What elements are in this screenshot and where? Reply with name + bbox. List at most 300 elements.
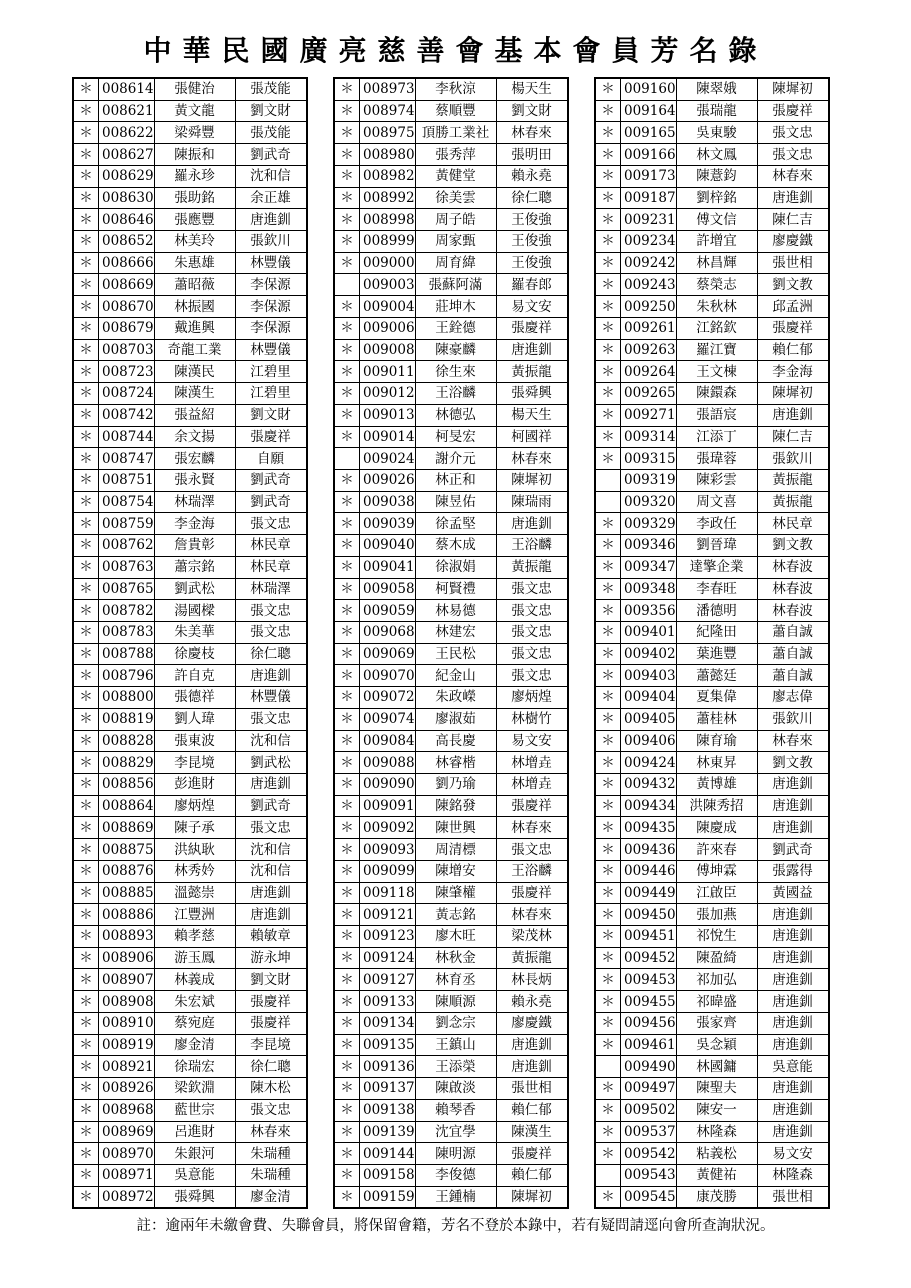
member-row: [595, 1012, 829, 1034]
member-row: [334, 209, 568, 231]
member-referrer: 劉武奇: [235, 469, 307, 491]
member-referrer: 張欽川: [757, 448, 829, 470]
member-mark: ＊: [595, 969, 621, 991]
member-name: 陳振和: [154, 144, 235, 166]
member-id: 008970: [99, 1143, 155, 1165]
member-id: 009250: [621, 296, 677, 318]
member-referrer: 林春來: [757, 165, 829, 187]
member-id: 009264: [621, 361, 677, 383]
member-name: 蔡宛庭: [154, 1012, 235, 1034]
member-referrer: 廖志偉: [757, 687, 829, 709]
member-mark: ＊: [73, 708, 99, 730]
member-referrer: 賴永堯: [496, 991, 568, 1013]
member-id: 008972: [99, 1186, 155, 1208]
member-mark: ＊: [595, 1143, 621, 1165]
member-mark: ＊: [73, 339, 99, 361]
member-row: [595, 708, 829, 730]
member-mark: ＊: [73, 296, 99, 318]
member-referrer: 徐仁聰: [235, 643, 307, 665]
member-id: 009401: [621, 621, 677, 643]
member-mark: ＊: [73, 795, 99, 817]
member-mark: ＊: [595, 839, 621, 861]
member-id: 009432: [621, 774, 677, 796]
member-name: 紀金山: [415, 665, 496, 687]
member-referrer: 張慶祥: [757, 317, 829, 339]
member-id: 009446: [621, 860, 677, 882]
member-mark: ＊: [73, 860, 99, 882]
member-mark: ＊: [73, 383, 99, 405]
member-name: 湯國樑: [154, 600, 235, 622]
member-mark: ＊: [595, 187, 621, 209]
member-row: [595, 882, 829, 904]
member-id: 008669: [99, 274, 155, 296]
member-mark: ＊: [334, 144, 360, 166]
member-name: 廖淑茹: [415, 708, 496, 730]
member-referrer: 張文忠: [496, 839, 568, 861]
member-name: 李昆境: [154, 752, 235, 774]
member-row: [595, 339, 829, 361]
member-referrer: 張世相: [757, 252, 829, 274]
member-name: 林建宏: [415, 621, 496, 643]
member-id: 009315: [621, 448, 677, 470]
member-row: [334, 1056, 568, 1078]
member-mark: ＊: [334, 1143, 360, 1165]
member-mark: ＊: [73, 513, 99, 535]
member-referrer: 林春波: [757, 600, 829, 622]
member-name: 張健治: [154, 78, 235, 100]
member-name: 洪陳秀招: [676, 795, 757, 817]
member-mark: ＊: [73, 643, 99, 665]
member-referrer: 徐仁聰: [496, 187, 568, 209]
member-row: [595, 817, 829, 839]
member-referrer: 唐進釧: [235, 774, 307, 796]
member-row: [73, 1056, 307, 1078]
member-name: 徐瑞宏: [154, 1056, 235, 1078]
member-row: [595, 556, 829, 578]
member-name: 傅坤霖: [676, 860, 757, 882]
member-referrer: 唐進釧: [757, 1121, 829, 1143]
member-name: 陳啟淡: [415, 1078, 496, 1100]
member-name: 柯旻宏: [415, 426, 496, 448]
member-row: [595, 600, 829, 622]
member-id: 008754: [99, 491, 155, 513]
member-referrer: 沈和信: [235, 860, 307, 882]
member-id: 009456: [621, 1012, 677, 1034]
member-id: 009263: [621, 339, 677, 361]
member-referrer: 張文忠: [757, 144, 829, 166]
member-row: [73, 231, 307, 253]
member-id: 008974: [360, 100, 416, 122]
member-name: 康茂勝: [676, 1186, 757, 1208]
member-row: [595, 78, 829, 100]
member-name: 夏集偉: [676, 687, 757, 709]
member-row: [595, 100, 829, 122]
member-name: 林育丞: [415, 969, 496, 991]
member-row: [334, 817, 568, 839]
member-referrer: 張欽川: [757, 708, 829, 730]
member-mark: ＊: [334, 231, 360, 253]
member-referrer: 唐進釧: [757, 1099, 829, 1121]
member-id: 008980: [360, 144, 416, 166]
member-mark: ＊: [334, 578, 360, 600]
member-name: 許來春: [676, 839, 757, 861]
member-mark: ＊: [73, 100, 99, 122]
member-id: 009041: [360, 556, 416, 578]
member-id: 008910: [99, 1012, 155, 1034]
member-row: [334, 665, 568, 687]
member-id: 009000: [360, 252, 416, 274]
member-table-column-3: [594, 77, 830, 1209]
member-referrer: 林瑞澤: [235, 578, 307, 600]
member-name: 紀隆田: [676, 621, 757, 643]
member-name: 朱美華: [154, 621, 235, 643]
member-referrer: 張茂能: [235, 122, 307, 144]
member-row: [595, 969, 829, 991]
member-id: 009435: [621, 817, 677, 839]
member-id: 009231: [621, 209, 677, 231]
member-mark: ＊: [595, 556, 621, 578]
member-id: 008800: [99, 687, 155, 709]
member-row: [73, 513, 307, 535]
member-name: 朱惠雄: [154, 252, 235, 274]
member-name: 朱銀河: [154, 1143, 235, 1165]
member-row: [595, 860, 829, 882]
member-referrer: 張文忠: [235, 708, 307, 730]
member-mark: ＊: [595, 100, 621, 122]
member-mark: ＊: [595, 1099, 621, 1121]
member-referrer: 劉文財: [235, 969, 307, 991]
member-mark: ＊: [595, 404, 621, 426]
member-referrer: 陳仁吉: [757, 209, 829, 231]
member-name: 周文喜: [676, 491, 757, 513]
member-row: [595, 947, 829, 969]
member-id: 009084: [360, 730, 416, 752]
member-referrer: 林增垚: [496, 752, 568, 774]
member-mark: ＊: [334, 252, 360, 274]
member-id: 009039: [360, 513, 416, 535]
member-mark: ＊: [334, 513, 360, 535]
member-referrer: 唐進釧: [496, 1056, 568, 1078]
member-mark: ＊: [595, 1121, 621, 1143]
member-id: 009545: [621, 1186, 677, 1208]
member-mark: ＊: [73, 556, 99, 578]
member-id: 008627: [99, 144, 155, 166]
member-id: 008973: [360, 78, 416, 100]
member-row: [73, 1186, 307, 1208]
member-row: [595, 839, 829, 861]
member-name: 梁欽淵: [154, 1078, 235, 1100]
member-name: 徐淑娟: [415, 556, 496, 578]
member-mark: ＊: [595, 274, 621, 296]
member-row: [73, 1121, 307, 1143]
member-row: [73, 78, 307, 100]
member-name: 陳銘發: [415, 795, 496, 817]
member-mark: ＊: [595, 600, 621, 622]
member-mark: ＊: [595, 752, 621, 774]
member-row: [595, 513, 829, 535]
member-id: 008765: [99, 578, 155, 600]
member-row: [334, 600, 568, 622]
member-name: 陳安一: [676, 1099, 757, 1121]
member-referrer: 王俊強: [496, 231, 568, 253]
member-id: 008998: [360, 209, 416, 231]
member-row: [73, 556, 307, 578]
member-row: [334, 252, 568, 274]
member-mark: ＊: [595, 448, 621, 470]
member-row: [334, 274, 568, 296]
member-mark: ＊: [334, 926, 360, 948]
member-row: [334, 383, 568, 405]
member-mark: ＊: [334, 317, 360, 339]
member-id: 008630: [99, 187, 155, 209]
member-id: 009455: [621, 991, 677, 1013]
member-referrer: 張露得: [757, 860, 829, 882]
member-row: [334, 687, 568, 709]
member-mark: ＊: [334, 1186, 360, 1208]
member-row: [595, 687, 829, 709]
member-name: 林文鳳: [676, 144, 757, 166]
member-row: [73, 817, 307, 839]
member-mark: ＊: [595, 860, 621, 882]
member-name: 朱秋林: [676, 296, 757, 318]
member-row: [73, 426, 307, 448]
member-name: 祁悅生: [676, 926, 757, 948]
member-mark: ＊: [334, 947, 360, 969]
member-id: 008975: [360, 122, 416, 144]
member-name: 陳昱佑: [415, 491, 496, 513]
member-referrer: 江碧里: [235, 361, 307, 383]
member-mark: ＊: [595, 78, 621, 100]
member-row: [334, 860, 568, 882]
member-name: 周清標: [415, 839, 496, 861]
member-name: 許增宜: [676, 231, 757, 253]
member-referrer: 唐進釧: [757, 969, 829, 991]
member-id: 009003: [360, 274, 416, 296]
member-mark: ＊: [595, 252, 621, 274]
member-row: [334, 469, 568, 491]
member-row: [73, 969, 307, 991]
member-name: 吳東駿: [676, 122, 757, 144]
member-name: 江添丁: [676, 426, 757, 448]
member-referrer: 林春來: [496, 122, 568, 144]
member-mark: ＊: [73, 600, 99, 622]
member-referrer: 賴仁郁: [757, 339, 829, 361]
member-mark: ＊: [595, 947, 621, 969]
member-mark: ＊: [334, 817, 360, 839]
member-id: 009356: [621, 600, 677, 622]
member-referrer: 吳意能: [757, 1056, 829, 1078]
member-referrer: 游永坤: [235, 947, 307, 969]
page-title: 中華民國廣亮慈善會基本會員芳名錄: [143, 34, 768, 67]
member-id: 009012: [360, 383, 416, 405]
member-name: 劉乃瑜: [415, 774, 496, 796]
member-id: 009404: [621, 687, 677, 709]
member-referrer: 林豐儀: [235, 339, 307, 361]
member-id: 009502: [621, 1099, 677, 1121]
member-id: 008751: [99, 469, 155, 491]
member-name: 祁加弘: [676, 969, 757, 991]
member-referrer: 朱瑞種: [235, 1164, 307, 1186]
member-id: 009091: [360, 795, 416, 817]
member-name: 王浴麟: [415, 383, 496, 405]
member-name: 賴琴香: [415, 1099, 496, 1121]
member-mark: ＊: [334, 556, 360, 578]
member-mark: ＊: [73, 535, 99, 557]
member-referrer: 林樹竹: [496, 708, 568, 730]
member-row: [334, 426, 568, 448]
member-row: [334, 1012, 568, 1034]
member-referrer: 唐進釧: [235, 882, 307, 904]
member-referrer: 張文忠: [496, 643, 568, 665]
member-mark: ＊: [595, 991, 621, 1013]
member-mark: ＊: [595, 361, 621, 383]
member-id: 009542: [621, 1143, 677, 1165]
member-name: 陳薏鈞: [676, 165, 757, 187]
member-row: [595, 1186, 829, 1208]
member-name: 陳慶成: [676, 817, 757, 839]
member-referrer: 陳木松: [235, 1078, 307, 1100]
member-mark: ＊: [73, 1099, 99, 1121]
member-referrer: 林春來: [496, 448, 568, 470]
member-mark: ＊: [73, 426, 99, 448]
member-mark: ＊: [334, 339, 360, 361]
member-mark: ＊: [334, 1099, 360, 1121]
member-row: [334, 535, 568, 557]
member-id: 009124: [360, 947, 416, 969]
member-id: 009058: [360, 578, 416, 600]
member-referrer: 張明田: [496, 144, 568, 166]
member-name: 林隆森: [676, 1121, 757, 1143]
member-row: [334, 752, 568, 774]
member-row: [73, 491, 307, 513]
member-mark: ＊: [595, 339, 621, 361]
member-mark: ＊: [595, 904, 621, 926]
member-name: 陳豪麟: [415, 339, 496, 361]
member-mark: ＊: [334, 187, 360, 209]
member-mark: [595, 469, 621, 491]
member-referrer: 劉武松: [235, 752, 307, 774]
member-row: [334, 643, 568, 665]
member-referrer: 陳瑞雨: [496, 491, 568, 513]
member-mark: ＊: [334, 100, 360, 122]
member-row: [73, 600, 307, 622]
member-referrer: 李保源: [235, 296, 307, 318]
member-referrer: 柯國祥: [496, 426, 568, 448]
member-id: 009242: [621, 252, 677, 274]
member-referrer: 賴仁郁: [496, 1164, 568, 1186]
member-id: 008875: [99, 839, 155, 861]
member-id: 009127: [360, 969, 416, 991]
member-mark: ＊: [73, 165, 99, 187]
member-referrer: 唐進釧: [757, 187, 829, 209]
member-id: 009092: [360, 817, 416, 839]
member-id: 009158: [360, 1164, 416, 1186]
member-referrer: 黃國益: [757, 882, 829, 904]
member-mark: ＊: [73, 144, 99, 166]
member-row: [73, 621, 307, 643]
member-mark: ＊: [73, 621, 99, 643]
member-referrer: 劉文財: [496, 100, 568, 122]
member-mark: ＊: [595, 730, 621, 752]
member-mark: ＊: [334, 1078, 360, 1100]
member-name: 黃文龍: [154, 100, 235, 122]
member-name: 王添榮: [415, 1056, 496, 1078]
member-name: 徐生來: [415, 361, 496, 383]
member-id: 009461: [621, 1034, 677, 1056]
member-referrer: 劉武奇: [757, 839, 829, 861]
member-referrer: 李保源: [235, 274, 307, 296]
member-id: 009008: [360, 339, 416, 361]
member-referrer: 張文忠: [235, 600, 307, 622]
member-mark: ＊: [73, 317, 99, 339]
member-row: [334, 578, 568, 600]
member-id: 008908: [99, 991, 155, 1013]
member-referrer: 林豐儀: [235, 687, 307, 709]
member-name: 周育緯: [415, 252, 496, 274]
member-row: [73, 882, 307, 904]
member-mark: ＊: [73, 469, 99, 491]
member-id: 009234: [621, 231, 677, 253]
member-name: 溫懿崇: [154, 882, 235, 904]
member-row: [595, 252, 829, 274]
member-name: 詹貴彰: [154, 535, 235, 557]
member-referrer: 張世相: [496, 1078, 568, 1100]
member-name: 吳念穎: [676, 1034, 757, 1056]
member-mark: ＊: [73, 882, 99, 904]
member-id: 008747: [99, 448, 155, 470]
member-mark: ＊: [73, 231, 99, 253]
member-referrer: 邱孟洲: [757, 296, 829, 318]
member-row: [334, 187, 568, 209]
member-name: 林德弘: [415, 404, 496, 426]
member-row: [334, 1121, 568, 1143]
member-referrer: 楊天生: [496, 404, 568, 426]
member-mark: ＊: [334, 78, 360, 100]
member-referrer: 王俊強: [496, 209, 568, 231]
member-id: 008876: [99, 860, 155, 882]
member-row: [334, 100, 568, 122]
member-referrer: 蕭自誠: [757, 643, 829, 665]
member-referrer: 唐進釧: [757, 991, 829, 1013]
member-id: 009402: [621, 643, 677, 665]
member-mark: ＊: [334, 774, 360, 796]
member-referrer: 唐進釧: [757, 1078, 829, 1100]
member-referrer: 陳墀初: [757, 383, 829, 405]
member-name: 陳漢民: [154, 361, 235, 383]
member-name: 黃健堂: [415, 165, 496, 187]
member-mark: ＊: [334, 469, 360, 491]
member-row: [73, 122, 307, 144]
member-name: 林美玲: [154, 231, 235, 253]
member-referrer: 唐進釧: [235, 209, 307, 231]
member-name: 劉晉瑋: [676, 535, 757, 557]
member-name: 張語宸: [676, 404, 757, 426]
member-row: [73, 296, 307, 318]
member-name: 張秀萍: [415, 144, 496, 166]
member-mark: ＊: [595, 231, 621, 253]
member-mark: ＊: [334, 209, 360, 231]
member-mark: ＊: [595, 708, 621, 730]
member-referrer: 林增垚: [496, 774, 568, 796]
member-name: 陳子承: [154, 817, 235, 839]
member-row: [595, 317, 829, 339]
member-referrer: 朱瑞種: [235, 1143, 307, 1165]
member-name: 許自克: [154, 665, 235, 687]
member-name: 陳肇權: [415, 882, 496, 904]
member-referrer: 張慶祥: [235, 426, 307, 448]
member-referrer: 黃振龍: [496, 947, 568, 969]
member-name: 蔡順豐: [415, 100, 496, 122]
